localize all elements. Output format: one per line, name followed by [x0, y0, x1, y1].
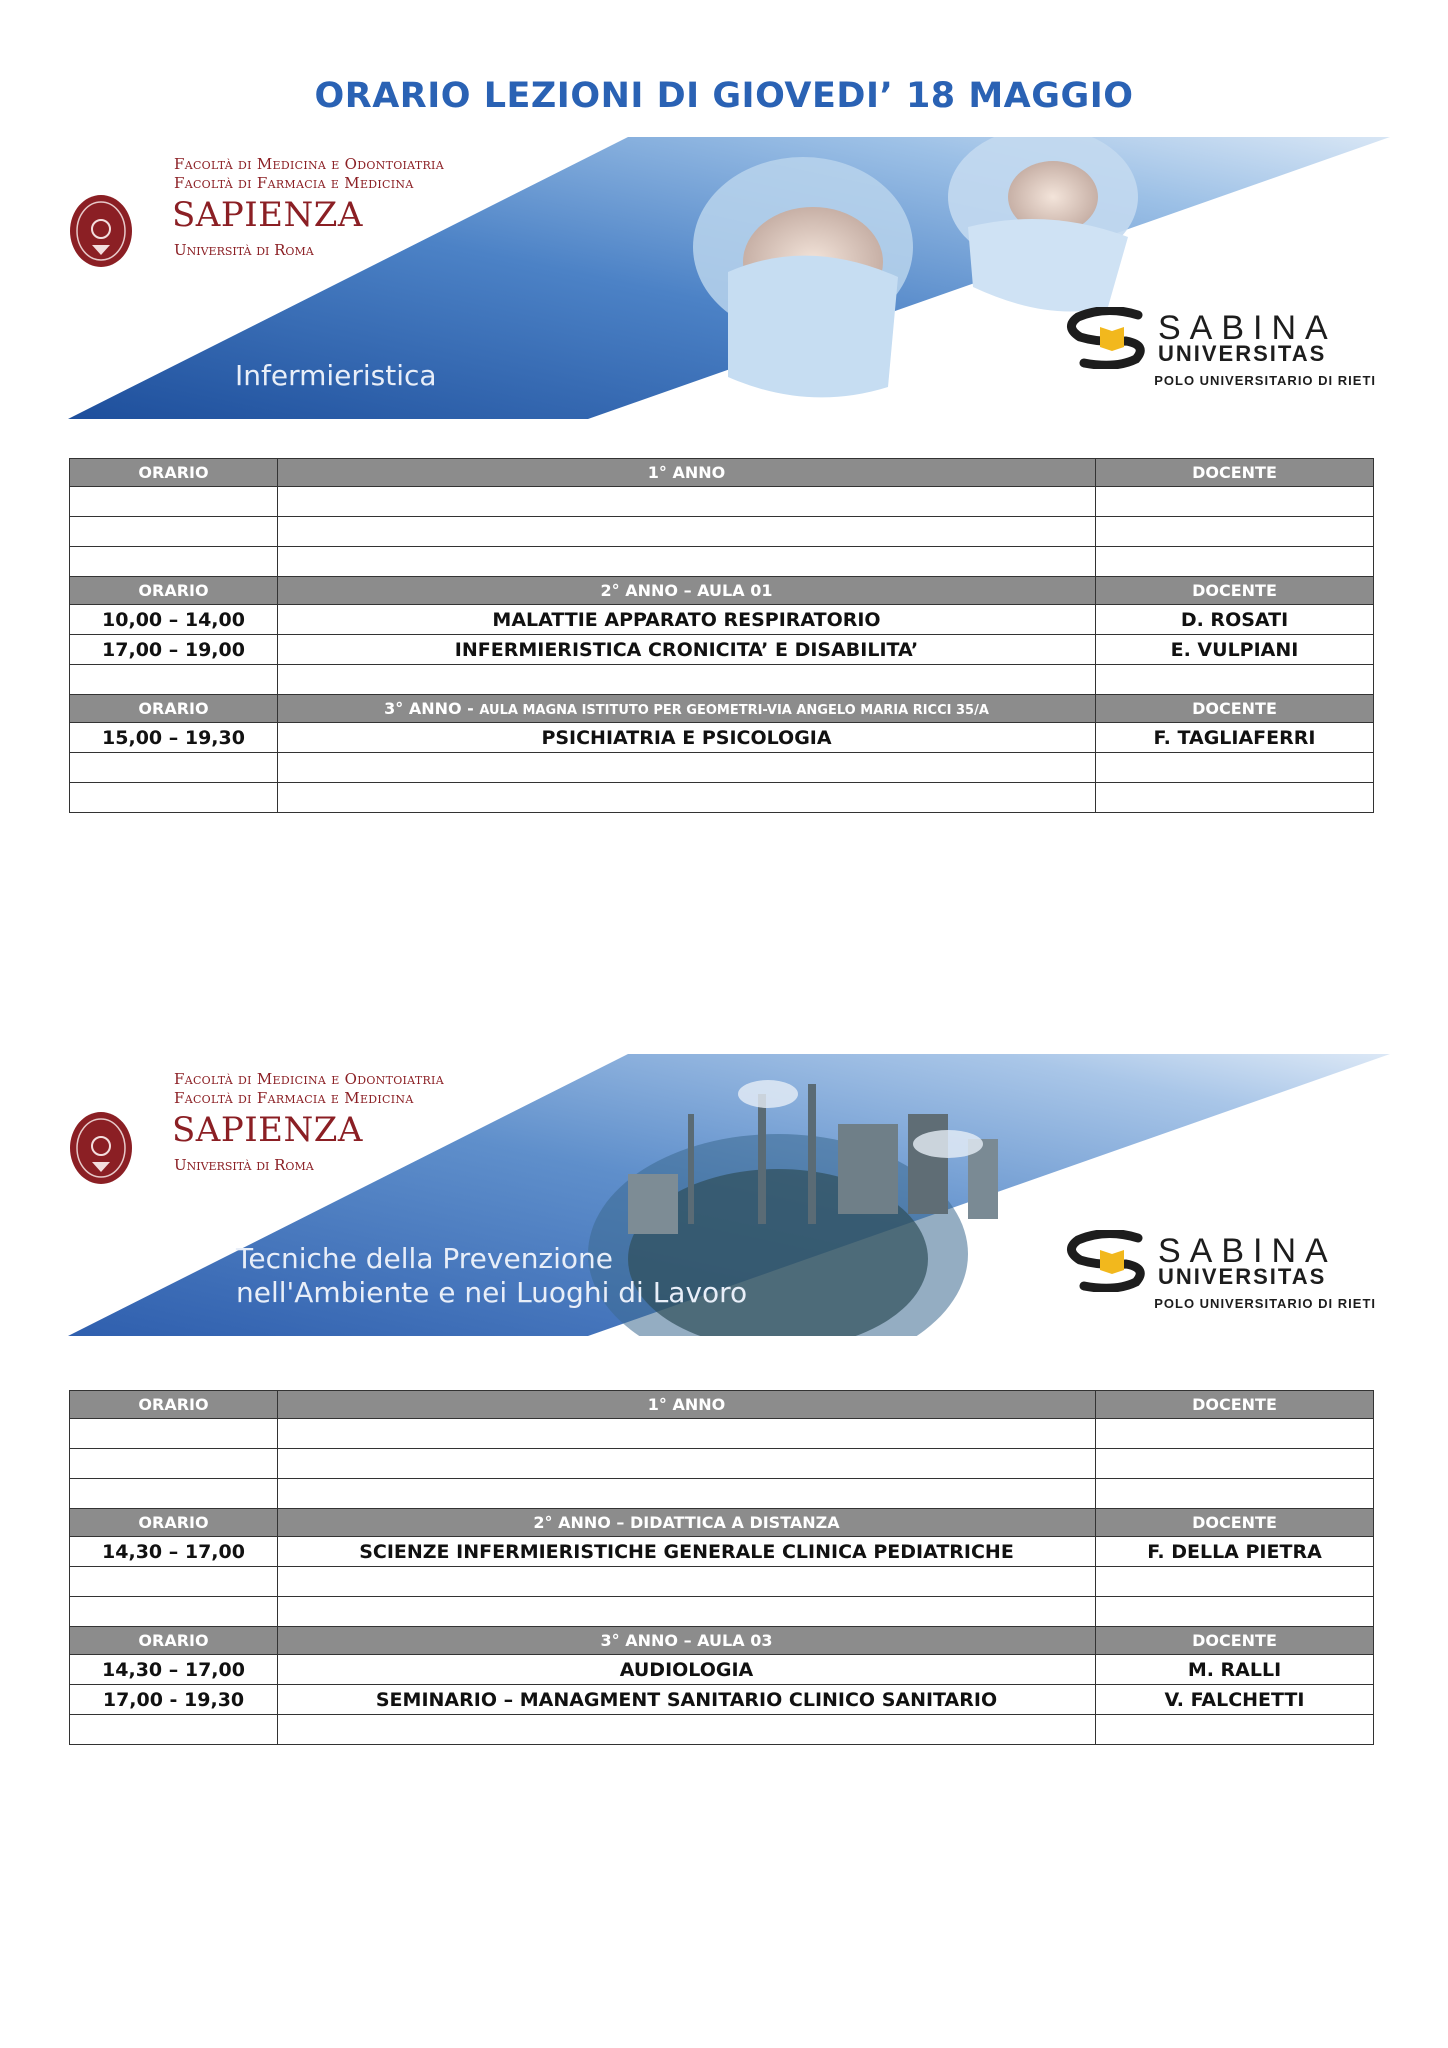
sabina-word: SABINA: [1158, 1232, 1337, 1270]
table-row: [70, 1655, 1374, 1685]
table-row: [70, 783, 1374, 813]
table-row: [70, 1685, 1374, 1715]
cell-teacher: [1096, 487, 1374, 517]
header-orario: ORARIO: [70, 1509, 278, 1537]
cell-teacher: [1096, 665, 1374, 695]
cell-subject: [278, 1479, 1096, 1509]
universitas-word: UNIVERSITAS: [1158, 341, 1327, 366]
cell-time: [70, 1715, 278, 1745]
cell-subject: PSICHIATRIA E PSICOLOGIA: [278, 723, 1096, 753]
university-name: SAPIENZA: [172, 195, 363, 235]
polo-subtitle: POLO UNIVERSITARIO DI RIETI: [1154, 373, 1376, 388]
cell-subject: [278, 547, 1096, 577]
cell-teacher: [1096, 1419, 1374, 1449]
cell-time: 15,00 – 19,30: [70, 723, 278, 753]
sapienza-seal-icon: [68, 1110, 134, 1186]
cell-subject: [278, 783, 1096, 813]
table-row: [70, 753, 1374, 783]
cell-time: 14,30 – 17,00: [70, 1537, 278, 1567]
section-header-row: [70, 1509, 1374, 1537]
header-year: [278, 577, 1096, 605]
cell-time: 14,30 – 17,00: [70, 1655, 278, 1685]
cell-subject: [278, 665, 1096, 695]
cell-subject: INFERMIERISTICA CRONICITA’ E DISABILITA’: [278, 635, 1096, 665]
table-row: [70, 1567, 1374, 1597]
section-header-row: [70, 1391, 1374, 1419]
cell-time: [70, 665, 278, 695]
table-row: [70, 1537, 1374, 1567]
header-year: [278, 1627, 1096, 1655]
university-name: SAPIENZA: [172, 1110, 363, 1150]
header-docente: DOCENTE: [1096, 459, 1374, 487]
cell-teacher: F. TAGLIAFERRI: [1096, 723, 1374, 753]
header-docente: DOCENTE: [1096, 1627, 1374, 1655]
table-row: [70, 547, 1374, 577]
schedule-table-infermieristica: [69, 458, 1374, 813]
cell-time: [70, 753, 278, 783]
cell-teacher: D. ROSATI: [1096, 605, 1374, 635]
header-year: [278, 695, 1096, 723]
cell-subject: [278, 753, 1096, 783]
header-docente: DOCENTE: [1096, 577, 1374, 605]
cell-time: [70, 487, 278, 517]
header-year-label: 3° ANNO -: [384, 699, 480, 718]
faculty-line-2: Facoltà di Farmacia e Medicina: [174, 174, 414, 192]
header-year-label: 2° ANNO – DIDATTICA A DISTANZA: [533, 1513, 840, 1532]
header-docente: DOCENTE: [1096, 1391, 1374, 1419]
cell-teacher: [1096, 1449, 1374, 1479]
banner-infermieristica: [68, 137, 1390, 419]
header-year-label: 2° ANNO – AULA 01: [600, 581, 773, 600]
cell-teacher: [1096, 1567, 1374, 1597]
course-title-line-2: nell'Ambiente e nei Luoghi di Lavoro: [236, 1276, 748, 1309]
cell-teacher: F. DELLA PIETRA: [1096, 1537, 1374, 1567]
header-orario: ORARIO: [70, 1391, 278, 1419]
faculty-line-2: Facoltà di Farmacia e Medicina: [174, 1089, 414, 1107]
cell-subject: [278, 1597, 1096, 1627]
header-year: [278, 459, 1096, 487]
table-row: [70, 1715, 1374, 1745]
cell-subject: [278, 1715, 1096, 1745]
section-header-row: [70, 1627, 1374, 1655]
cell-subject: MALATTIE APPARATO RESPIRATORIO: [278, 605, 1096, 635]
cell-subject: [278, 517, 1096, 547]
sabina-logo-icon: [1066, 1230, 1156, 1292]
cell-subject: [278, 1567, 1096, 1597]
section-header-row: [70, 459, 1374, 487]
cell-subject: [278, 1419, 1096, 1449]
sapienza-seal-icon: [68, 193, 134, 269]
table-row: [70, 1449, 1374, 1479]
cell-time: 17,00 - 19,30: [70, 1685, 278, 1715]
cell-teacher: E. VULPIANI: [1096, 635, 1374, 665]
cell-teacher: M. RALLI: [1096, 1655, 1374, 1685]
cell-time: 17,00 – 19,00: [70, 635, 278, 665]
sabina-universitas-logo: [1066, 307, 1376, 397]
schedule-table-prevenzione: [69, 1390, 1374, 1745]
cell-time: [70, 1567, 278, 1597]
table-row: [70, 723, 1374, 753]
table-row: [70, 487, 1374, 517]
cell-time: [70, 1597, 278, 1627]
header-year-label: 1° ANNO: [647, 1395, 726, 1414]
page-title: ORARIO LEZIONI DI GIOVEDI’ 18 MAGGIO: [314, 76, 1134, 116]
sabina-logo-icon: [1066, 307, 1156, 369]
header-year-location: AULA MAGNA ISTITUTO PER GEOMETRI-VIA ANGELO MARIA RICCI 35/A: [479, 703, 989, 718]
banner-prevenzione: [68, 1054, 1390, 1336]
table-row: [70, 665, 1374, 695]
header-orario: ORARIO: [70, 577, 278, 605]
cell-time: [70, 1479, 278, 1509]
cell-time: [70, 1419, 278, 1449]
cell-subject: SCIENZE INFERMIERISTICHE GENERALE CLINICA PEDIATRICHE: [278, 1537, 1096, 1567]
cell-teacher: [1096, 1597, 1374, 1627]
header-docente: DOCENTE: [1096, 695, 1374, 723]
cell-teacher: V. FALCHETTI: [1096, 1685, 1374, 1715]
cell-teacher: [1096, 753, 1374, 783]
sabina-universitas-logo: [1066, 1230, 1376, 1320]
cell-time: 10,00 – 14,00: [70, 605, 278, 635]
course-title-line-1: Tecniche della Prevenzione: [236, 1242, 614, 1275]
cell-teacher: [1096, 1715, 1374, 1745]
cell-teacher: [1096, 1479, 1374, 1509]
sabina-word: SABINA: [1158, 309, 1337, 347]
table-row: [70, 517, 1374, 547]
header-year: [278, 1391, 1096, 1419]
cell-time: [70, 517, 278, 547]
university-subtitle: Università di Roma: [174, 1156, 314, 1174]
university-subtitle: Università di Roma: [174, 241, 314, 259]
faculty-line-1: Facoltà di Medicina e Odontoiatria: [174, 1070, 444, 1088]
faculty-line-1: Facoltà di Medicina e Odontoiatria: [174, 155, 444, 173]
section-header-row: [70, 695, 1374, 723]
table-row: [70, 1419, 1374, 1449]
header-orario: ORARIO: [70, 695, 278, 723]
cell-time: [70, 1449, 278, 1479]
header-year-label: 1° ANNO: [647, 463, 726, 482]
header-orario: ORARIO: [70, 459, 278, 487]
table-row: [70, 635, 1374, 665]
header-orario: ORARIO: [70, 1627, 278, 1655]
polo-subtitle: POLO UNIVERSITARIO DI RIETI: [1154, 1296, 1376, 1311]
header-docente: DOCENTE: [1096, 1509, 1374, 1537]
cell-time: [70, 783, 278, 813]
cell-time: [70, 547, 278, 577]
cell-teacher: [1096, 547, 1374, 577]
course-title: Infermieristica: [235, 359, 437, 392]
cell-teacher: [1096, 517, 1374, 547]
cell-subject: AUDIOLOGIA: [278, 1655, 1096, 1685]
table-row: [70, 1479, 1374, 1509]
cell-subject: [278, 487, 1096, 517]
cell-subject: SEMINARIO – MANAGMENT SANITARIO CLINICO SANITARIO: [278, 1685, 1096, 1715]
table-row: [70, 1597, 1374, 1627]
header-year: [278, 1509, 1096, 1537]
cell-subject: [278, 1449, 1096, 1479]
universitas-word: UNIVERSITAS: [1158, 1264, 1327, 1289]
section-header-row: [70, 577, 1374, 605]
table-row: [70, 605, 1374, 635]
cell-teacher: [1096, 783, 1374, 813]
header-year-label: 3° ANNO – AULA 03: [600, 1631, 773, 1650]
